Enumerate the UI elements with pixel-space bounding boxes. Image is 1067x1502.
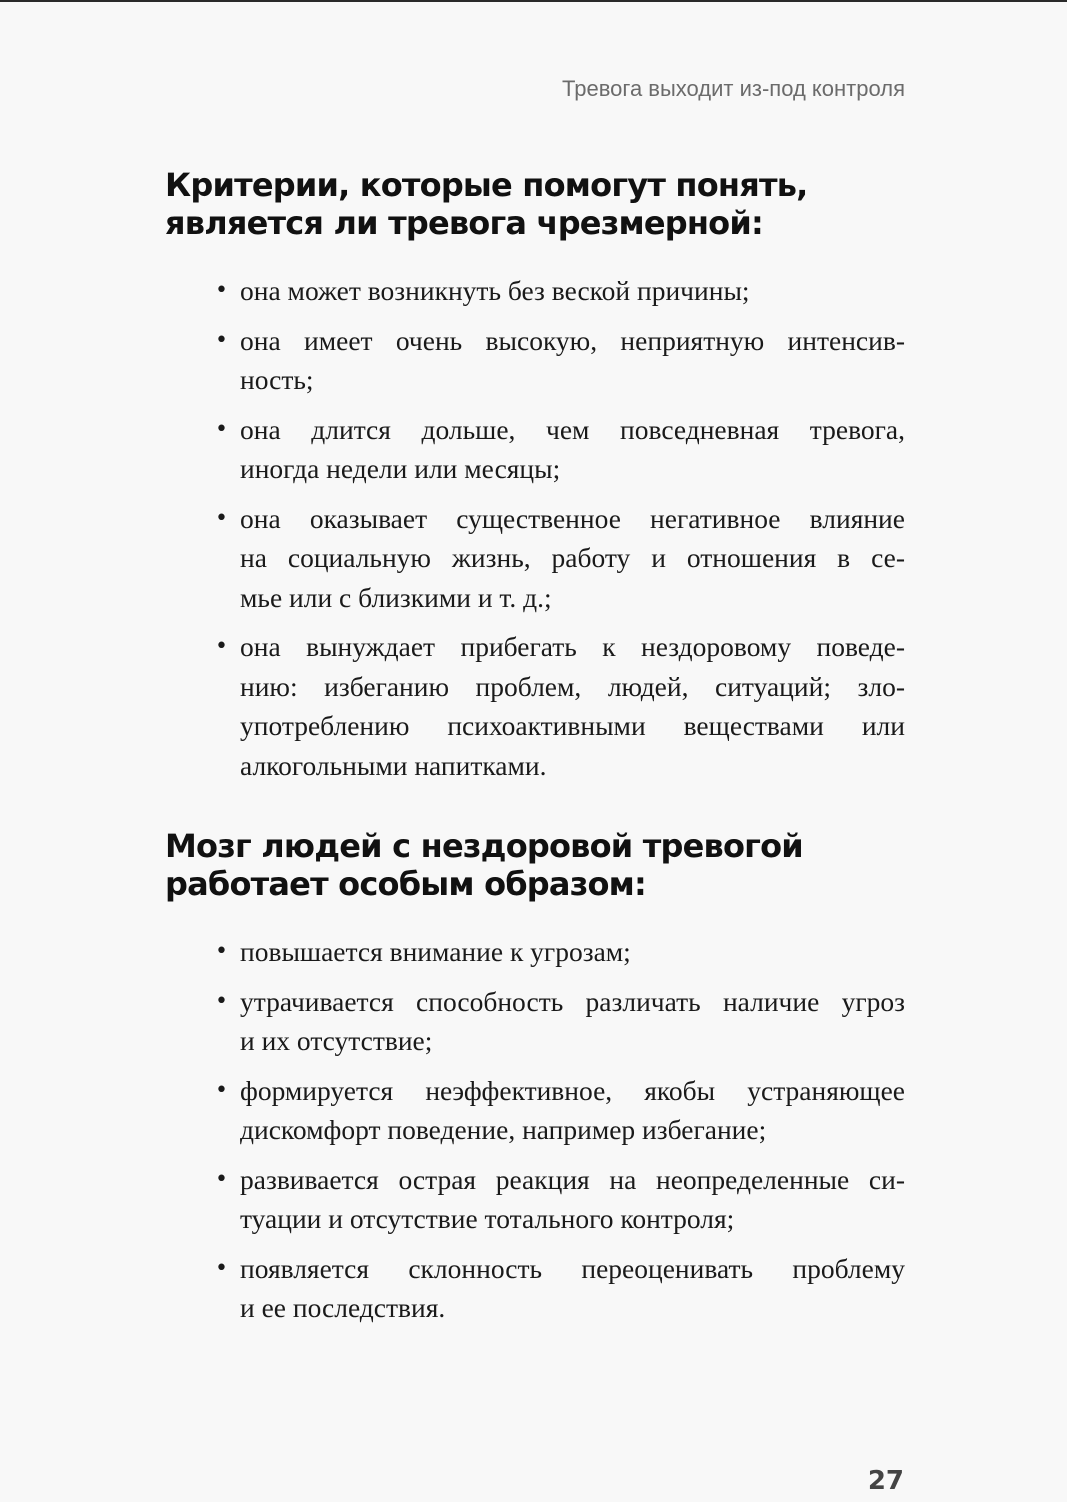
list-item xyxy=(165,321,905,400)
bullet-icon: • xyxy=(215,1255,228,1281)
list-item-line: и ее последствия. xyxy=(240,1292,446,1323)
list-item-line: она оказывает существенное негативное влияние xyxy=(240,502,905,534)
list-item-line: она длится дольше, чем повседневная тревога, xyxy=(240,413,905,445)
bullet-icon: • xyxy=(215,939,228,964)
list-item-line: туации и отсутствие тотального контроля; xyxy=(240,1203,735,1234)
criteria-list xyxy=(165,271,905,785)
bullet-icon: • xyxy=(215,634,228,659)
list-item-line: она имеет очень высокую, неприятную интенсив- xyxy=(240,324,905,356)
bullet-icon: • xyxy=(215,1077,228,1103)
list-item-line: развивается острая реакция на неопределенные си- xyxy=(240,1163,905,1195)
list-item xyxy=(165,932,905,972)
list-item-line: она вынуждает прибегать к нездоровому поведе- xyxy=(240,631,905,662)
list-item-line: дискомфорт поведение, например избегание; xyxy=(240,1114,767,1145)
page-number: 27 xyxy=(867,1466,904,1496)
list-item xyxy=(165,627,905,785)
list-item-line: иногда недели или месяцы; xyxy=(240,453,561,484)
list-item-line: на социальную жизнь, работу и отношения в се- xyxy=(240,542,905,573)
list-item xyxy=(165,271,905,311)
list-item xyxy=(165,410,905,489)
bullet-icon: • xyxy=(215,278,228,303)
list-item-line: формируется неэффективное, якобы устраняющее xyxy=(240,1074,905,1106)
heading-line: является ли тревога чрезмерной: xyxy=(165,204,763,242)
list-item-line: мье или с близкими и т. д.; xyxy=(240,581,552,613)
heading-line: Мозг людей с нездоровой тревогой xyxy=(165,827,803,865)
section-anxiety-criteria xyxy=(165,166,905,795)
list-item xyxy=(165,499,905,618)
heading-line: работает особым образом: xyxy=(165,865,647,903)
list-item-line: она может возникнуть без веской причины; xyxy=(240,275,750,306)
heading-line: Критерии, которые помогут понять, xyxy=(165,166,808,204)
list-item-line: повышается внимание к угрозам; xyxy=(240,936,631,967)
list-item xyxy=(165,1160,905,1239)
list-item xyxy=(165,1249,905,1328)
list-item-line: употреблению психоактивными веществами или xyxy=(240,710,905,741)
list-item-line: и их отсутствие; xyxy=(240,1025,433,1056)
bullet-icon: • xyxy=(215,416,228,442)
section-brain-function xyxy=(165,827,905,1338)
top-border-rule xyxy=(0,0,1067,2)
section-heading xyxy=(165,827,905,903)
list-item-line: появляется склонность переоценивать проблему xyxy=(240,1252,905,1284)
bullet-icon: • xyxy=(215,1166,228,1192)
bullet-icon: • xyxy=(215,988,228,1014)
list-item-line: ность; xyxy=(240,364,314,395)
list-item-line: алкогольными напитками. xyxy=(240,749,547,781)
running-head: Тревога выходит из-под контроля xyxy=(562,76,905,101)
bullet-icon: • xyxy=(215,505,228,531)
list-item-line: нию: избеганию проблем, людей, ситуаций; зло- xyxy=(240,670,905,702)
list-item xyxy=(165,1071,905,1150)
section-heading xyxy=(165,166,905,242)
list-item xyxy=(165,982,905,1061)
list-item-line: утрачивается способность различать наличие угроз xyxy=(240,985,905,1017)
brain-effects-list xyxy=(165,932,905,1328)
bullet-icon: • xyxy=(215,327,228,353)
